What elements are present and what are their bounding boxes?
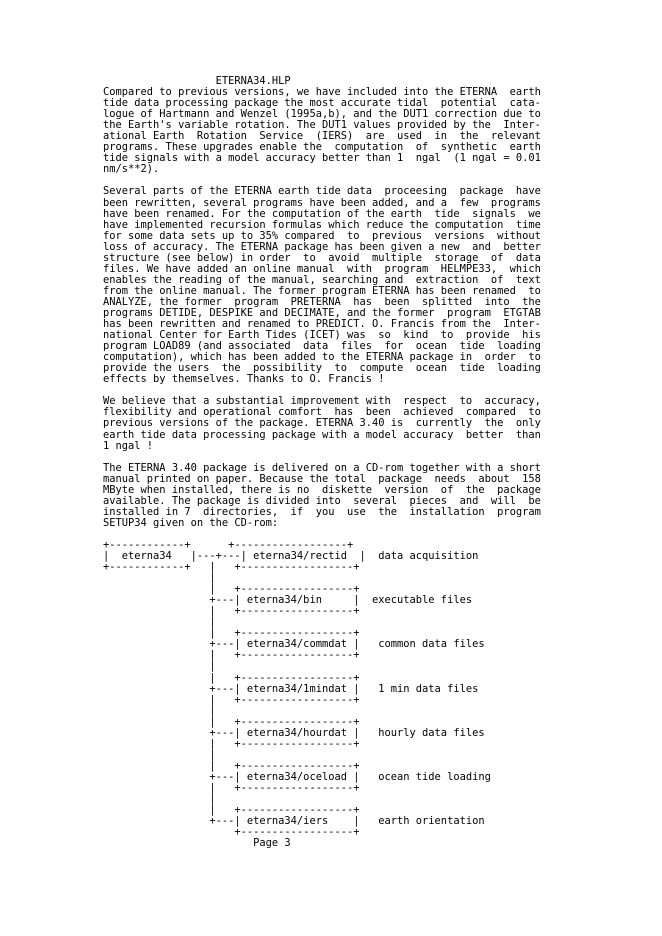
document-page (103, 76, 573, 849)
paragraph-gap (103, 452, 573, 463)
paragraph-upgrades: Compared to previous versions, we have included into the ETERNA earth tide data processing package the most accurate tidal potential cata- logue of Hartmann and Wenzel (1995a,b), and the DUT1 correction due to the Earth's variable rotation. The DUT1 values provided by the Inter- ational Earth Rotation Service (IERS) are used in the relevant programs. These upgrades enable the computation of synthetic earth tide signals with a model accuracy better than 1 ngal (1 ngal = 0.01 nm/s**2). (103, 86, 541, 176)
paragraph-delivery: The ETERNA 3.40 package is delivered on a CD-rom together with a short manual printed on paper. Because the total package needs about 158 MByte when installed, there is no diskette version of the package available. The package is divided into several pieces and will be installed in 7 directories, if you use the installation program SETUP34 given on the CD-rom: (103, 461, 541, 529)
paragraph-rewrites: Several parts of the ETERNA earth tide data proceesing package have been rewritten, several programs have been added, and a few programs have been renamed. For the computation of the earth tide signals we have implemented recursion formulas which reduce the computation time for some data sets up to 35% compared to previous versions without loss of accuracy. The ETERNA package has been given a new and better structure (see below) in order to avoid multiple storage of data files. We have added an online manual with program HELMPE33, which enables the reading of the manual, searching and extraction of text from the online manual. The former program ETERNA has been renamed to ANALYZE, the former program PRETERNA has been splitted into the programs DETIDE, DESPIKE and DECIMATE, and the former program ETGTAB has been rewritten and renamed to PREDICT. O. Francis from the Inter- national Center for Earth Tides (ICET) was so kind to provide his program LOAD89 (and associated data files for ocean tide loading computation), which has been added to the ETERNA package in order to provide the users the possibility to compute ocean tide loading effects by themselves. Thanks to O. Francis ! (103, 185, 541, 386)
page-number: Page 3 (103, 837, 291, 850)
page-title: ETERNA34.HLP (103, 75, 291, 87)
paragraph-improvement: We believe that a substantial improvement with respect to accuracy, flexibility and operational comfort has been achieved compared to previous versions of the package. ETERNA 3.40 is currently the only earth tide data processing package with a model accuracy better than 1 ngal ! (103, 395, 541, 452)
directory-tree-diagram: +------------+ +------------------+ | eterna34 |---+---| eterna34/rectid | data acquisition +------------+ | +------------------+ | | +------------------+ +---| eterna34/bin | executable files | +------------------+ | | +------------------+ +---| eterna34/commdat | common data files | +------------------+ | | +------------------+ +---| eterna34/1mindat | 1 min data files | +------------------+ | | +------------------+ +---| eterna34/hourdat | hourly data files | +------------------+ | | +------------------+ +---| eterna34/oceload | ocean tide loading | +------------------+ | | +------------------+ +---| eterna34/iers | earth orientation +------------------+ (103, 538, 491, 839)
